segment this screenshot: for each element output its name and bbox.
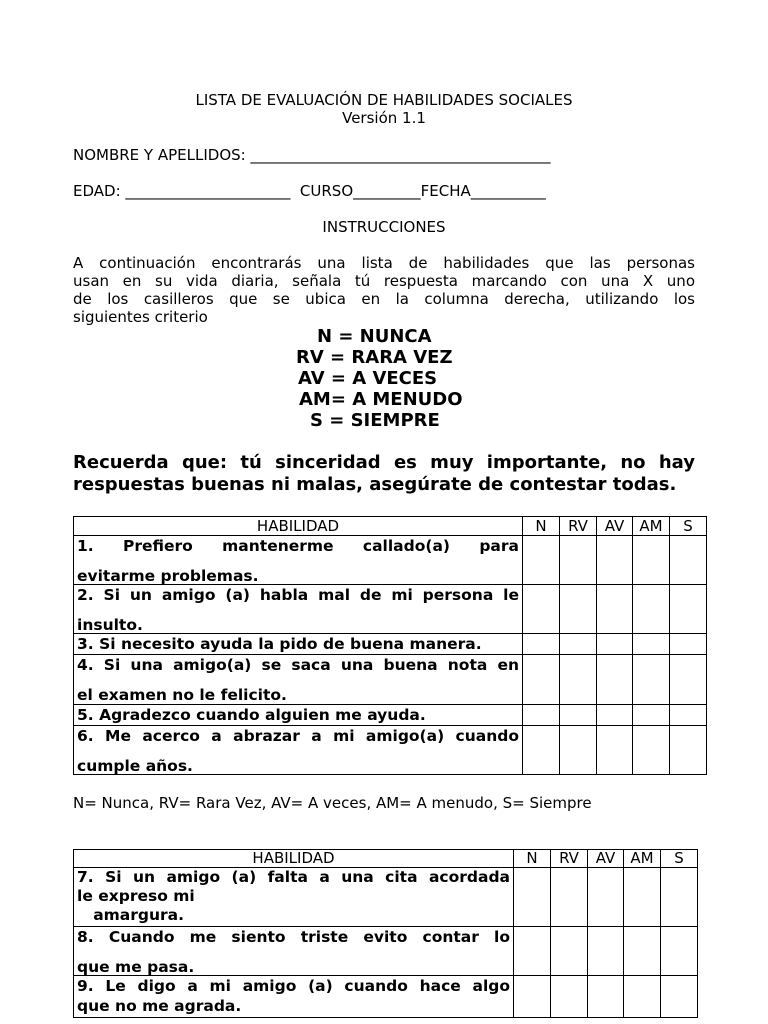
answer-cell-av[interactable] [588,927,624,976]
answer-cell-rv[interactable] [551,976,588,1018]
skill-cell [74,634,523,655]
skill-text-line: cumple años. [77,757,193,775]
answer-cell-rv[interactable] [560,726,597,775]
table-row [74,536,707,585]
answer-cell-am[interactable] [633,705,670,726]
skill-text-line: 1. Prefiero mantenerme callado(a) para [77,537,519,555]
table-header-row [74,850,698,868]
abbreviation-key: N= Nunca, RV= Rara Vez, AV= A veces, AM= A menudo, S= Siempre [73,794,592,812]
skill-text-line: le expreso mi [77,887,195,905]
answer-cell-s[interactable] [670,726,707,775]
answer-cell-rv[interactable] [560,655,597,705]
header-av: AV [588,850,624,868]
answer-cell-am[interactable] [633,655,670,705]
skill-text-line: 6. Me acerco a abrazar a mi amigo(a) cuando [77,727,519,745]
skill-text-line: evitarme problemas. [77,567,259,585]
instructions-line: A continuación encontrarás una lista de habilidades que las personas [73,254,695,272]
answer-cell-rv[interactable] [560,634,597,655]
table-row [74,726,707,775]
answer-cell-am[interactable] [633,634,670,655]
legend-item: N = NUNCA [317,326,432,347]
document-title: LISTA DE EVALUACIÓN DE HABILIDADES SOCIALES [195,91,573,109]
skill-text-line: que me pasa. [77,958,195,976]
answer-cell-am[interactable] [633,536,670,585]
answer-cell-s[interactable] [670,536,707,585]
header-s: S [670,517,707,536]
reminder-line: respuestas buenas ni malas, asegúrate de contestar todas. [73,474,677,495]
age-course-date-line: EDAD: ______________________ CURSO_________FECHA__________ [73,182,546,200]
answer-cell-am[interactable] [624,976,661,1018]
answer-cell-av[interactable] [597,705,633,726]
answer-cell-rv[interactable] [560,585,597,634]
skill-text-line: 7. Si un amigo (a) falta a una cita acordada [77,868,510,886]
answer-cell-n[interactable] [514,976,551,1018]
header-s: S [661,850,698,868]
answer-cell-n[interactable] [523,536,560,585]
skill-text-line: 3. Si necesito ayuda la pido de buena manera. [77,635,482,653]
table-row [74,585,707,634]
answer-cell-rv[interactable] [560,705,597,726]
answer-cell-av[interactable] [588,868,624,927]
answer-cell-av[interactable] [597,655,633,705]
answer-cell-n[interactable] [523,585,560,634]
table-row [74,976,698,1018]
skill-text-line: 5. Agradezco cuando alguien me ayuda. [77,706,426,724]
answer-cell-av[interactable] [597,726,633,775]
header-habilidad: HABILIDAD [74,517,523,536]
answer-cell-av[interactable] [597,585,633,634]
skill-cell [74,536,523,585]
skill-text-line: el examen no le felicito. [77,686,287,704]
answer-cell-rv[interactable] [551,927,588,976]
instructions-line: usan en su vida diaria, señala tú respuesta marcando con una X uno [73,272,695,290]
reminder-line: Recuerda que: tú sinceridad es muy importante, no hay [73,452,695,473]
header-rv: RV [551,850,588,868]
answer-cell-am[interactable] [633,726,670,775]
skill-text-line: 2. Si un amigo (a) habla mal de mi persona le [77,586,519,604]
answer-cell-s[interactable] [670,634,707,655]
answer-cell-av[interactable] [597,536,633,585]
instructions-line: de los casilleros que se ubica en la columna derecha, utilizando los [73,290,695,308]
answer-cell-n[interactable] [523,655,560,705]
skill-cell [74,585,523,634]
skills-table-2 [73,849,698,1018]
header-habilidad: HABILIDAD [74,850,514,868]
skill-cell [74,976,514,1018]
answer-cell-n[interactable] [523,726,560,775]
skill-text-line: 4. Si una amigo(a) se saca una buena nota en [77,656,519,674]
reminder-note [73,452,695,496]
answer-cell-s[interactable] [670,585,707,634]
skill-cell [74,726,523,775]
answer-cell-n[interactable] [523,634,560,655]
instructions-line: siguientes criterio [73,308,208,326]
instructions-paragraph [73,254,695,326]
header-av: AV [597,517,633,536]
answer-cell-s[interactable] [670,655,707,705]
answer-cell-av[interactable] [597,634,633,655]
legend-item: AV = A VECES [298,368,438,389]
skill-cell [74,655,523,705]
answer-cell-am[interactable] [624,868,661,927]
instructions-heading: INSTRUCCIONES [322,218,446,236]
answer-cell-s[interactable] [661,868,698,927]
table-row [74,868,698,927]
answer-cell-am[interactable] [624,927,661,976]
name-field-line: NOMBRE Y APELLIDOS: ________________________________________ [73,146,551,164]
skill-cell [74,868,514,927]
answer-cell-am[interactable] [633,585,670,634]
legend-item: RV = RARA VEZ [296,347,453,368]
legend-item: S = SIEMPRE [310,410,440,431]
answer-cell-av[interactable] [588,976,624,1018]
table-row [74,705,707,726]
skill-text-line: amargura. [77,906,185,924]
answer-cell-n[interactable] [514,927,551,976]
answer-cell-s[interactable] [661,927,698,976]
document-version: Versión 1.1 [342,109,426,127]
table-row [74,927,698,976]
skill-cell [74,927,514,976]
answer-cell-s[interactable] [661,976,698,1018]
answer-cell-rv[interactable] [551,868,588,927]
legend-item: AM= A MENUDO [299,389,463,410]
answer-cell-rv[interactable] [560,536,597,585]
table-header-row [74,517,707,536]
header-n: N [523,517,560,536]
answer-cell-n[interactable] [523,705,560,726]
skills-table-1 [73,516,707,775]
skill-text-line: 9. Le digo a mi amigo (a) cuando hace algo [77,977,510,995]
answer-cell-n[interactable] [514,868,551,927]
skill-cell [74,705,523,726]
header-am: AM [633,517,670,536]
skill-text-line: insulto. [77,616,143,634]
skill-text-line: que no me agrada. [77,997,242,1015]
header-rv: RV [560,517,597,536]
skill-text-line: 8. Cuando me siento triste evito contar lo [77,928,510,946]
header-am: AM [624,850,661,868]
answer-cell-s[interactable] [670,705,707,726]
table-row [74,634,707,655]
header-n: N [514,850,551,868]
table-row [74,655,707,705]
